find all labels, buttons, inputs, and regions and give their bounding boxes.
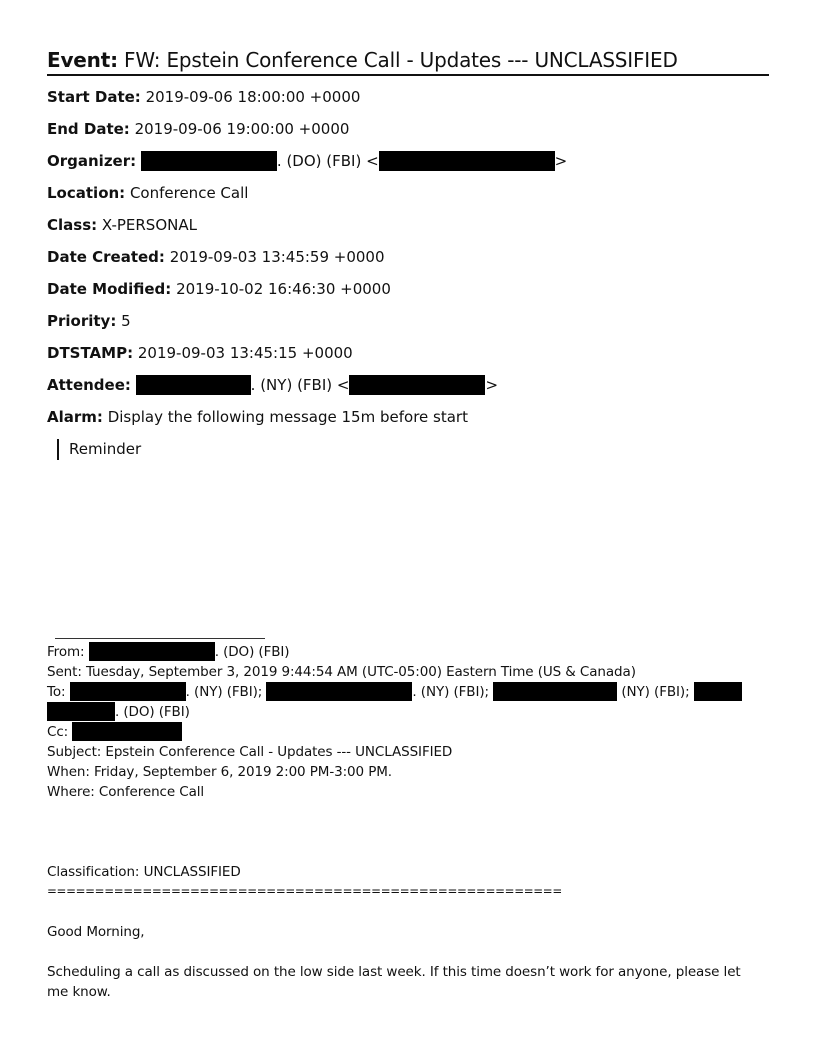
redaction-box (349, 375, 485, 395)
email-cc-line (47, 722, 182, 742)
location-value: Conference Call (129, 184, 249, 202)
alarm-value: Display the following message 15m before start (107, 408, 468, 426)
start-date-row (47, 87, 360, 107)
redaction-box (379, 151, 555, 171)
to-recipient-1: . (NY) (FBI); (185, 684, 263, 700)
organizer-close: > (554, 152, 568, 170)
redaction-box (47, 702, 115, 721)
end-date-label: End Date: (47, 120, 130, 138)
redaction-box (493, 682, 617, 701)
priority-label: Priority: (47, 312, 117, 330)
classification-separator: ====================================================== (47, 884, 562, 898)
email-separator-rule (55, 638, 265, 639)
email-to-line (47, 682, 742, 702)
date-modified-row (47, 279, 391, 299)
redaction-box (266, 682, 412, 701)
to-recipient-4: . (DO) (FBI) (115, 704, 190, 720)
dtstamp-value: 2019-09-03 13:45:15 +0000 (137, 344, 353, 362)
redaction-box (72, 722, 182, 741)
event-title (47, 46, 769, 76)
event-title-label: Event: (47, 48, 118, 72)
organizer-label: Organizer: (47, 152, 137, 170)
dtstamp-row (47, 343, 353, 363)
event-title-value: FW: Epstein Conference Call - Updates --- UNCLASSIFIED (124, 48, 678, 72)
email-from-line (47, 642, 289, 662)
email-subject-line: Subject: Epstein Conference Call - Updates --- UNCLASSIFIED (47, 744, 453, 760)
redaction-box (89, 642, 215, 661)
to-label: To: (47, 684, 66, 700)
end-date-value: 2019-09-06 19:00:00 +0000 (134, 120, 350, 138)
end-date-row (47, 119, 349, 139)
priority-row (47, 311, 131, 331)
alarm-label: Alarm: (47, 408, 103, 426)
alarm-row (47, 407, 468, 427)
email-where-line: Where: Conference Call (47, 784, 205, 800)
cc-label: Cc: (47, 724, 69, 740)
date-created-label: Date Created: (47, 248, 165, 266)
body-line-1: Scheduling a call as discussed on the low side last week. If this time doesn’t work for anyone, please let (47, 964, 741, 980)
class-row (47, 215, 197, 235)
to-recipient-3: (NY) (FBI); (621, 684, 690, 700)
classification-line: Classification: UNCLASSIFIED (47, 864, 241, 880)
from-label: From: (47, 644, 85, 660)
attendee-affiliation: . (NY) (FBI) < (250, 376, 350, 394)
redaction-box (694, 682, 742, 701)
start-date-label: Start Date: (47, 88, 141, 106)
body-line-2: me know. (47, 984, 111, 1000)
class-value: X-PERSONAL (101, 216, 197, 234)
greeting-line: Good Morning, (47, 924, 145, 940)
date-modified-label: Date Modified: (47, 280, 172, 298)
redaction-box (136, 375, 251, 395)
attendee-close: > (485, 376, 499, 394)
event-header (47, 46, 769, 76)
attendee-row (47, 375, 498, 396)
to-recipient-2: . (NY) (FBI); (412, 684, 489, 700)
date-created-value: 2019-09-03 13:45:59 +0000 (169, 248, 385, 266)
organizer-affiliation: . (DO) (FBI) < (276, 152, 379, 170)
email-when-line: When: Friday, September 6, 2019 2:00 PM-3:00 PM. (47, 764, 392, 780)
reminder-quote: Reminder (57, 439, 141, 460)
redaction-box (141, 151, 277, 171)
dtstamp-label: DTSTAMP: (47, 344, 134, 362)
class-label: Class: (47, 216, 98, 234)
from-affiliation: . (DO) (FBI) (214, 644, 290, 660)
location-row (47, 183, 248, 203)
location-label: Location: (47, 184, 126, 202)
start-date-value: 2019-09-06 18:00:00 +0000 (145, 88, 361, 106)
date-modified-value: 2019-10-02 16:46:30 +0000 (176, 280, 391, 298)
attendee-label: Attendee: (47, 376, 131, 394)
email-to-continuation (47, 702, 190, 722)
organizer-row (47, 151, 567, 172)
priority-value: 5 (121, 312, 131, 330)
email-sent-line: Sent: Tuesday, September 3, 2019 9:44:54 AM (UTC-05:00) Eastern Time (US & Canada) (47, 664, 636, 680)
date-created-row (47, 247, 385, 267)
redaction-box (70, 682, 186, 701)
